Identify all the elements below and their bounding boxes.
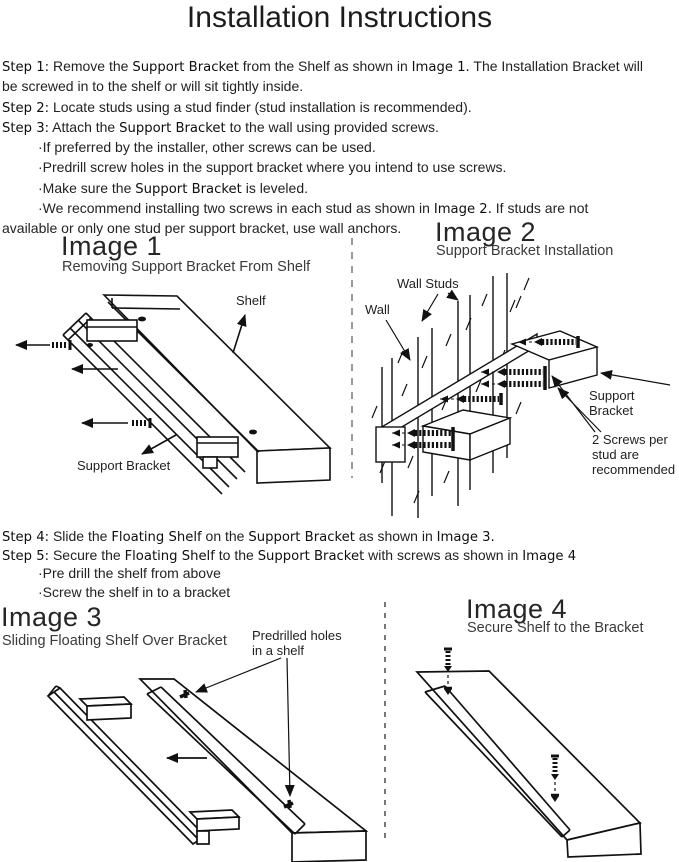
instruction-line [2,546,576,565]
figure4-diagram [390,640,679,862]
instruction-line [2,178,643,198]
figure2-subtitle: Support Bracket Installation [436,243,614,259]
floating-shelf-shape [417,671,641,857]
body-text: ·Screw the shelf in to a bracket [38,583,231,600]
keyword-text: Floating Shelf [124,548,215,564]
body-text: Slide the [49,528,112,544]
figure3-subtitle: Sliding Floating Shelf Over Bracket [2,633,227,649]
figure1-subtitle: Removing Support Bracket From Shelf [62,259,311,275]
keyword-text: Support Bracket [132,60,239,75]
body-text: Remove the [49,58,133,74]
keyword-text: Step 4: [2,530,50,545]
divider-vertical-top [351,238,353,478]
figure1-title: Image 1 [61,231,163,261]
keyword-text: Support Bracket [248,530,355,545]
label-support-bracket-2: Support Bracket [589,388,635,418]
body-text: Secure the [49,546,125,563]
body-text: as shown in [354,528,437,544]
keyword-text: Floating Shelf [111,530,202,545]
figure2-title: Image 2 [435,217,537,247]
keyword-text: Support Bracket [135,181,242,197]
label-screws-note [592,433,675,477]
keyword-text: Image 1. [411,60,470,75]
keyword-text: Image 2. [433,202,492,218]
instruction-line [2,56,643,76]
instruction-line [2,137,643,157]
instruction-line [2,564,576,583]
floating-shelf-shape [140,679,366,862]
screws-note-line2: stud are [592,446,639,462]
page-title: Installation Instructions [186,1,493,34]
body-text: on the [201,528,249,544]
bracket-leader-line [142,435,176,454]
body-text: be screwed in to the shelf or will sit tightly inside. [2,78,304,95]
shelf-leader-line [233,315,245,353]
keyword-text: Image 3. [436,530,495,545]
keyword-text: Image 4 [522,548,577,564]
keyword-text: Step 3: [2,120,50,136]
body-text: Attach the [49,118,120,135]
figure4-subtitle: Secure Shelf to the Bracket [467,620,644,636]
label-shelf: Shelf [236,293,266,308]
instruction-line [2,97,643,117]
body-text: ·We recommend installing two screws in each stud as shown in [38,200,434,217]
predrilled-line2: in a shelf [252,642,305,658]
label-wall-studs: Wall Studs [397,276,459,291]
body-text: ·Pre drill the shelf from above [38,565,221,582]
keyword-text: Support Bracket [257,548,365,564]
body-text: to the [214,546,258,563]
screw-icon [497,378,545,390]
body-text: ·If preferred by the installer, other screws can be used. [38,139,376,156]
body-text: The Installation Bracket will [469,58,644,74]
keyword-text: Step 1: [2,60,50,75]
body-text: available or only one stud per support bracket, use wall anchors. [2,220,402,237]
body-text: is leveled. [241,179,308,196]
label-support-bracket-1: Support Bracket [77,458,171,473]
screws-note-line3: recommended [592,461,676,477]
figure4-title: Image 4 [466,594,568,624]
body-text: with screws as shown in [364,546,523,563]
body-text: If studs are not [491,200,589,217]
screw-icon [497,366,545,378]
label-wall: Wall [365,302,390,317]
body-text: from the Shelf as shown in [238,58,412,74]
screw-icon [456,393,501,405]
instructions-steps-4-5 [2,527,576,601]
instruction-line [2,157,643,177]
body-text: Locate studs using a stud finder (stud installation is recommended). [49,98,472,115]
predrilled-line1: Predrilled holes [252,628,342,643]
instruction-line [2,76,643,96]
figure1-diagram [0,285,345,495]
screw-icon [52,340,70,350]
figure3-title: Image 3 [1,602,103,632]
instruction-line [2,117,643,137]
body-text: to the wall using provided screws. [225,118,439,135]
label-predrilled-holes [252,629,342,659]
body-text: ·Make sure the [38,179,136,196]
keyword-text: Support Bracket [119,120,226,136]
body-text: ·Predrill screw holes in the support bracket where you intend to use screws. [38,159,507,176]
keyword-text: Step 5: [2,548,50,564]
instructions-steps-1-3 [2,56,643,239]
instruction-line [2,198,643,218]
instruction-line [2,527,576,546]
keyword-text: Step 2: [2,100,50,116]
screws-note-line1: 2 Screws per [592,432,668,447]
